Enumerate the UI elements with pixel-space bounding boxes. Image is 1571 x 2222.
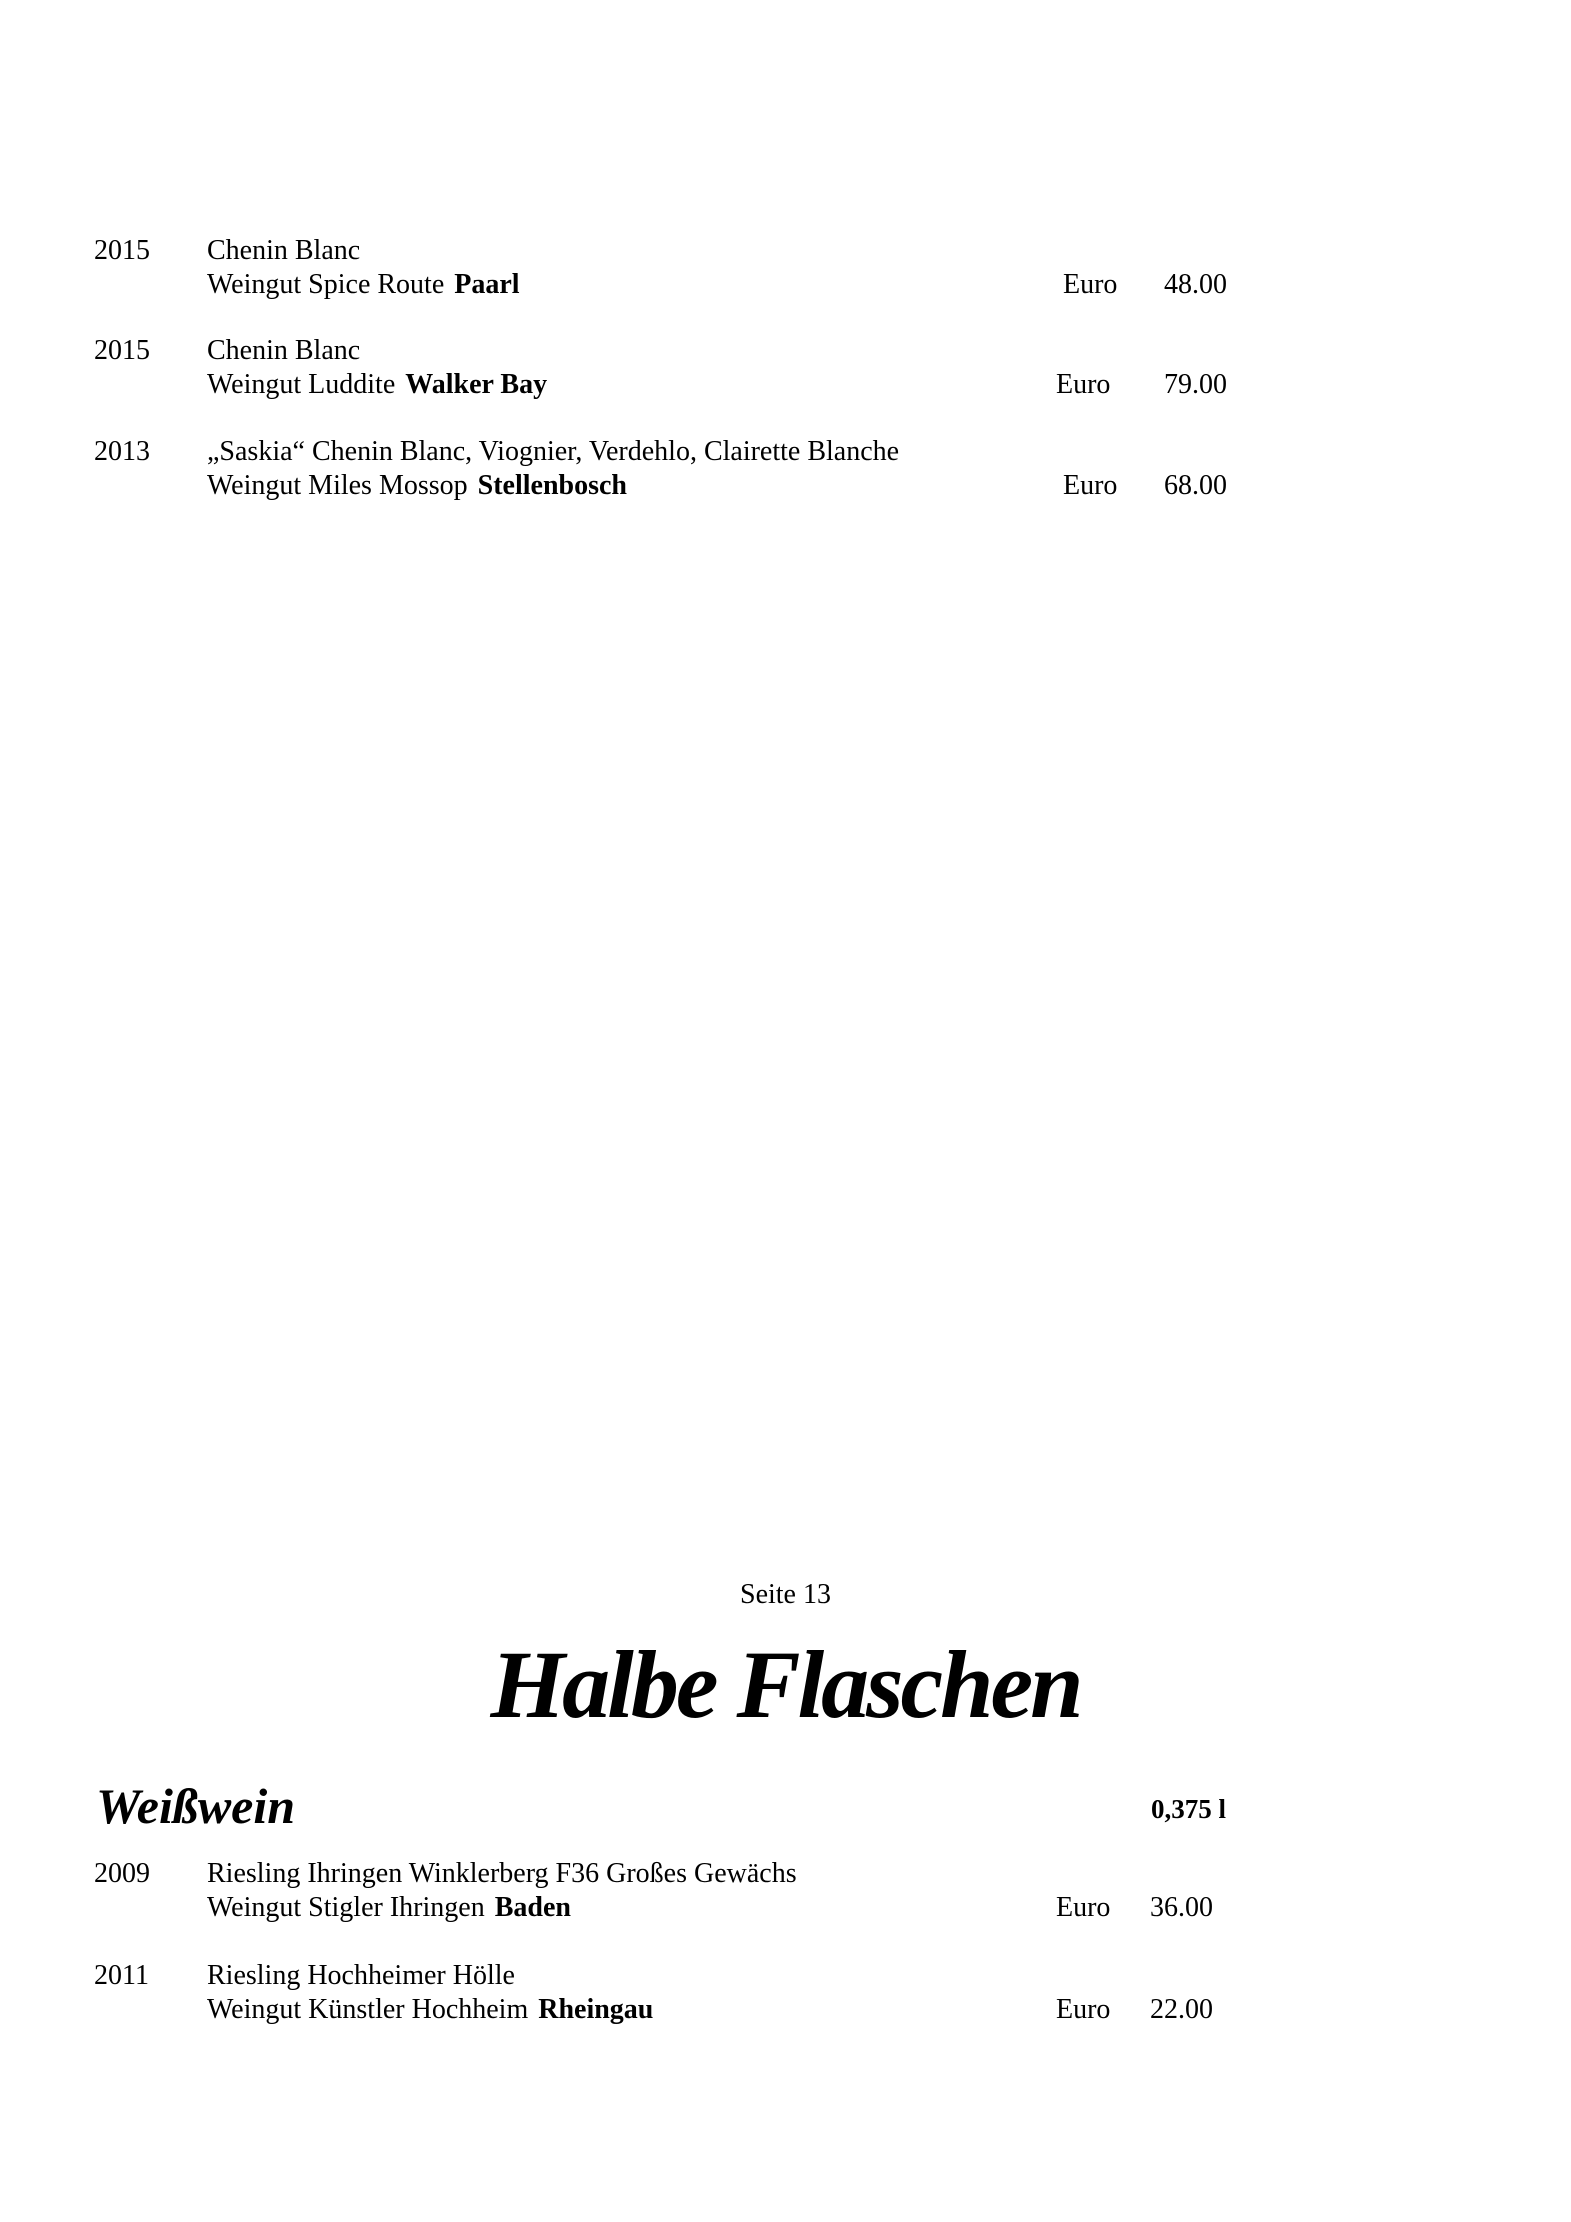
wine-region: Rheingau: [538, 1994, 654, 2025]
producer-name: Weingut Luddite: [207, 369, 396, 400]
vintage-year: 2015: [94, 235, 150, 266]
wine-entry: [0, 1857, 1571, 1927]
wine-name: Riesling Hochheimer Hölle: [207, 1960, 515, 1991]
wine-entry: [0, 334, 1571, 404]
wine-price: 79.00: [1164, 369, 1227, 400]
wine-region: Baden: [494, 1892, 571, 1923]
producer-name: Weingut Künstler Hochheim: [207, 1994, 529, 2025]
wine-name: Chenin Blanc: [207, 335, 361, 366]
wine-entry: [0, 1959, 1571, 2029]
wine-region: Paarl: [454, 269, 520, 300]
producer-name: Weingut Miles Mossop: [207, 470, 468, 501]
currency-label: Euro: [1056, 1994, 1111, 2025]
producer-line: [207, 1993, 653, 2027]
wine-entry: [0, 435, 1571, 505]
producer-line: [207, 368, 547, 402]
producer-name: Weingut Stigler Ihringen: [207, 1892, 485, 1923]
wine-price: 22.00: [1150, 1994, 1213, 2025]
section-heading: Weißwein: [96, 1778, 296, 1834]
wine-name: „Saskia“ Chenin Blanc, Viognier, Verdehlo, Clairette Blanche: [207, 436, 900, 467]
vintage-year: 2013: [94, 436, 150, 467]
wine-entry: [0, 234, 1571, 304]
wine-name: Riesling Ihringen Winklerberg F36 Großes Gewächs: [207, 1858, 797, 1889]
producer-line: [207, 469, 627, 503]
bottle-volume-label: 0,375 l: [1151, 1794, 1227, 1824]
vintage-year: 2011: [94, 1960, 149, 1991]
currency-label: Euro: [1063, 269, 1118, 300]
currency-label: Euro: [1056, 1892, 1111, 1923]
wine-region: Stellenbosch: [477, 470, 627, 501]
producer-name: Weingut Spice Route: [207, 269, 445, 300]
vintage-year: 2009: [94, 1858, 150, 1889]
wine-price: 48.00: [1164, 269, 1227, 300]
wine-price: 36.00: [1150, 1892, 1213, 1923]
wine-region: Walker Bay: [405, 369, 548, 400]
currency-label: Euro: [1056, 369, 1111, 400]
vintage-year: 2015: [94, 335, 150, 366]
page-title: Halbe Flaschen: [490, 1631, 1081, 1738]
page-number: Seite 13: [740, 1579, 831, 1610]
producer-line: [207, 268, 520, 302]
wine-name: Chenin Blanc: [207, 235, 361, 266]
currency-label: Euro: [1063, 470, 1118, 501]
wine-price: 68.00: [1164, 470, 1227, 501]
producer-line: [207, 1891, 571, 1925]
